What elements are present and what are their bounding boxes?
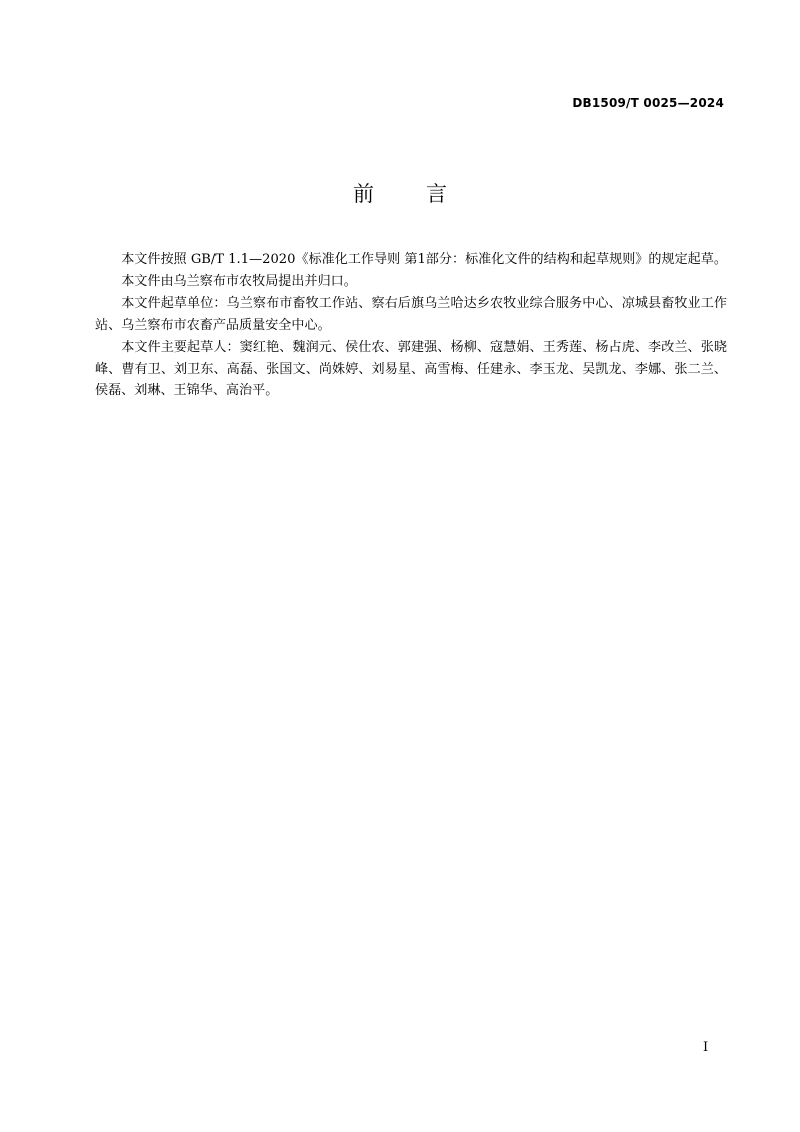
page-number: I [703,1040,709,1055]
paragraph-proposer: 本文件由乌兰察布市农牧局提出并归口。 [121,273,357,289]
paragraph-drafting-units: 本文件起草单位：乌兰察布市畜牧工作站、察右后旗乌兰哈达乡农牧业综合服务中心、凉城县畜牧业工作站、乌兰察布市农畜产品质量安全中心。 [95,295,727,333]
foreword-body [95,249,727,402]
paragraph-drafting-rules: 本文件按照 GB/T 1.1—2020《标准化工作导则 第1部分：标准化文件的结构和起草规则》的规定起草。 [121,252,727,267]
paragraph-drafters: 本文件主要起草人：窦红艳、魏润元、侯仕农、郭建强、杨柳、寇慧娟、王秀莲、杨占虎、李改兰、张晓峰、曹有卫、刘卫东、高磊、张国文、尚姝婷、刘易星、高雪梅、任建永、李玉龙、吴凯龙、李娜、张二兰、侯磊、刘琳、王锦华、高治平。 [95,339,727,399]
page-title: 前言 [353,182,499,206]
standard-code: DB1509/T 0025—2024 [572,96,724,110]
